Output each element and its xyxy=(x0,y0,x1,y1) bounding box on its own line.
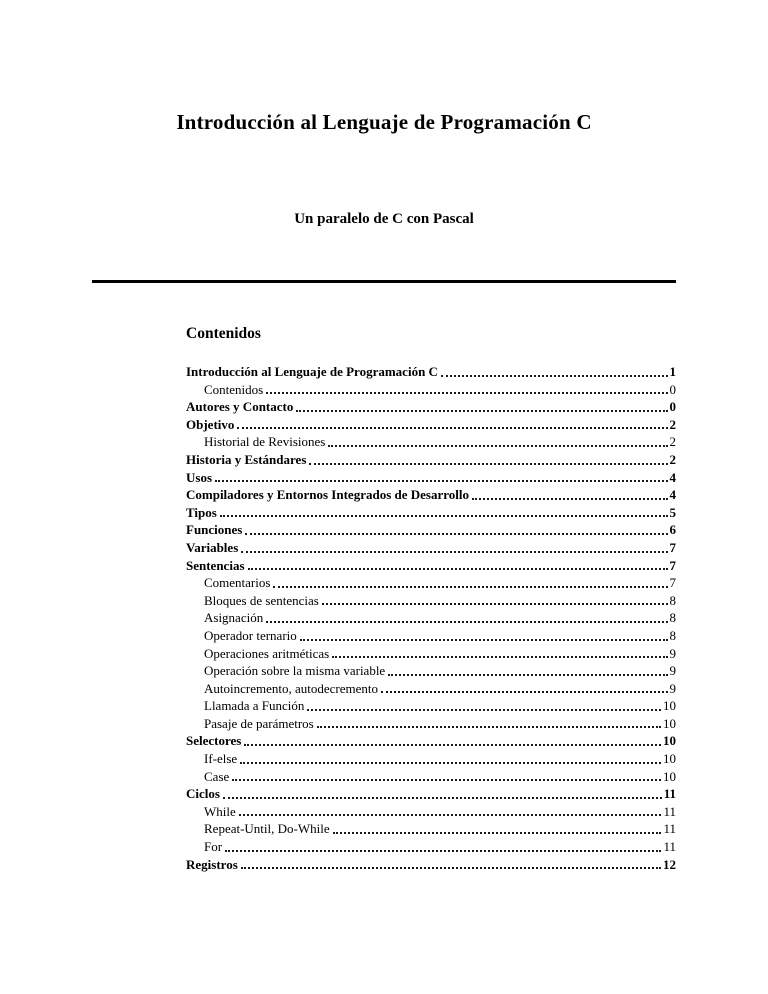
toc-dot-leader xyxy=(215,480,667,482)
document-subtitle: Un paralelo de C con Pascal xyxy=(294,211,474,227)
toc-entry-label: Pasaje de parámetros xyxy=(204,715,314,731)
toc-dot-leader xyxy=(300,639,668,641)
toc-dot-leader xyxy=(266,621,667,623)
toc-entry-label: Historia y Estándares xyxy=(186,451,307,467)
toc-page-number: 12 xyxy=(663,856,676,872)
toc-page-number: 6 xyxy=(669,522,676,538)
toc-page-number: 4 xyxy=(669,469,676,485)
toc-dot-leader xyxy=(223,797,662,799)
toc-dot-leader xyxy=(309,463,667,465)
toc-entry[interactable] xyxy=(186,469,676,487)
toc-entry-label: Selectores xyxy=(186,733,242,749)
toc-entry[interactable] xyxy=(186,803,676,821)
toc-page-number: 11 xyxy=(663,839,676,855)
toc-dot-leader xyxy=(273,586,667,588)
toc-entry-label: If-else xyxy=(204,751,238,767)
toc-entry-label: Objetivo xyxy=(186,416,235,432)
toc-entry-label: Historial de Revisiones xyxy=(204,434,326,450)
toc-dot-leader xyxy=(232,779,661,781)
toc-page-number: 7 xyxy=(669,557,676,573)
toc-page-number: 9 xyxy=(669,663,676,679)
toc-page-number: 7 xyxy=(669,539,676,555)
toc-entry-label: Autoincremento, autodecremento xyxy=(204,680,378,696)
toc-entry[interactable] xyxy=(186,416,676,434)
toc-dot-leader xyxy=(220,515,668,517)
toc-entry-label: Operaciones aritméticas xyxy=(204,645,330,661)
toc-dot-leader xyxy=(441,375,668,377)
toc-entry[interactable] xyxy=(186,398,676,416)
toc-entry[interactable] xyxy=(186,363,676,381)
toc-page-number: 8 xyxy=(669,610,676,626)
toc-page-number: 8 xyxy=(669,627,676,643)
toc-entry[interactable] xyxy=(186,521,676,539)
toc-entry[interactable] xyxy=(186,433,676,451)
toc-page-number: 2 xyxy=(669,434,676,450)
toc-page-number: 10 xyxy=(663,733,676,749)
toc-entry-label: Variables xyxy=(186,539,239,555)
toc-page-number: 2 xyxy=(669,451,676,467)
toc-page-number: 0 xyxy=(669,399,676,415)
toc-entry[interactable] xyxy=(186,557,676,575)
toc-page-number: 5 xyxy=(669,504,676,520)
toc-dot-leader xyxy=(241,867,661,869)
toc-dot-leader xyxy=(239,814,662,816)
toc-page-number: 10 xyxy=(663,768,676,784)
toc-entry-label: Comentarios xyxy=(204,575,271,591)
toc-entry[interactable] xyxy=(186,856,676,874)
toc-dot-leader xyxy=(328,445,667,447)
toc-page-number: 1 xyxy=(669,364,676,379)
toc-dot-leader xyxy=(266,392,667,394)
toc-entry-label: Llamada a Función xyxy=(204,698,305,714)
toc-page-number: 9 xyxy=(669,645,676,661)
toc-page-number: 11 xyxy=(663,821,676,837)
toc-page-number: 10 xyxy=(663,698,676,714)
toc-entry[interactable] xyxy=(186,732,676,750)
toc xyxy=(186,363,676,873)
toc-entry-label: While xyxy=(204,803,236,819)
toc-entry-label: Sentencias xyxy=(186,557,245,573)
toc-dot-leader xyxy=(307,709,661,711)
toc-dot-leader xyxy=(248,568,668,570)
toc-entry[interactable] xyxy=(186,504,676,522)
toc-page-number: 9 xyxy=(669,680,676,696)
toc-entry[interactable] xyxy=(186,820,676,838)
toc-page-number: 11 xyxy=(663,803,676,819)
toc-entry-label: Operador ternario xyxy=(204,627,297,643)
toc-entry-label: Usos xyxy=(186,469,213,485)
toc-page-number: 2 xyxy=(669,416,676,432)
toc-entry[interactable] xyxy=(186,662,676,680)
toc-entry[interactable] xyxy=(186,715,676,733)
toc-entry[interactable] xyxy=(186,451,676,469)
toc-entry[interactable] xyxy=(186,627,676,645)
toc-entry[interactable] xyxy=(186,785,676,803)
toc-entry-label: Compiladores y Entornos Integrados de Desarrollo xyxy=(186,487,469,503)
toc-entry-label: Registros xyxy=(186,856,238,872)
toc-entry[interactable] xyxy=(186,381,676,399)
toc-entry-label: Operación sobre la misma variable xyxy=(204,663,386,679)
horizontal-rule xyxy=(92,280,676,283)
toc-entry-label: Asignación xyxy=(204,610,264,626)
toc-entry-label: Case xyxy=(204,768,230,784)
toc-entry[interactable] xyxy=(186,609,676,627)
toc-dot-leader xyxy=(241,551,667,553)
toc-page-number: 4 xyxy=(669,487,676,503)
toc-entry-label: Repeat-Until, Do-While xyxy=(204,821,330,837)
toc-page-number: 10 xyxy=(663,715,676,731)
toc-entry-label: Funciones xyxy=(186,522,243,538)
toc-entry[interactable] xyxy=(186,645,676,663)
toc-page-number: 10 xyxy=(663,751,676,767)
toc-page-number: 8 xyxy=(669,592,676,608)
toc-entry[interactable] xyxy=(186,768,676,786)
document-title: Introducción al Lenguaje de Programación C xyxy=(176,110,592,134)
toc-dot-leader xyxy=(244,744,661,746)
toc-page-number: 11 xyxy=(663,786,676,802)
toc-entry-label: Bloques de sentencias xyxy=(204,592,319,608)
toc-dot-leader xyxy=(240,762,661,764)
toc-entry[interactable] xyxy=(186,592,676,610)
toc-entry[interactable] xyxy=(186,539,676,557)
toc-entry-label: For xyxy=(204,839,223,855)
toc-entry[interactable] xyxy=(186,750,676,768)
toc-page-number: 7 xyxy=(669,575,676,591)
toc-dot-leader xyxy=(388,674,667,676)
toc-entry[interactable] xyxy=(186,838,676,856)
toc-dot-leader xyxy=(225,850,661,852)
contents-heading: Contenidos xyxy=(186,325,261,342)
toc-dot-leader xyxy=(245,533,667,535)
toc-entry[interactable] xyxy=(186,697,676,715)
toc-dot-leader xyxy=(381,691,668,693)
toc-entry-label: Introducción al Lenguaje de Programación C xyxy=(186,364,438,379)
toc-entry-label: Ciclos xyxy=(186,786,220,802)
toc-entry[interactable] xyxy=(186,574,676,592)
toc-entry-label: Contenidos xyxy=(204,381,264,397)
toc-dot-leader xyxy=(472,498,668,500)
toc-dot-leader xyxy=(333,832,662,834)
toc-dot-leader xyxy=(237,427,667,429)
toc-dot-leader xyxy=(317,726,661,728)
toc-dot-leader xyxy=(322,603,668,605)
toc-entry-label: Tipos xyxy=(186,504,217,520)
toc-entry-label: Autores y Contacto xyxy=(186,399,294,415)
toc-dot-leader xyxy=(296,410,667,412)
toc-entry[interactable] xyxy=(186,680,676,698)
toc-page-number: 0 xyxy=(669,381,676,397)
toc-dot-leader xyxy=(332,656,667,658)
toc-entry[interactable] xyxy=(186,486,676,504)
